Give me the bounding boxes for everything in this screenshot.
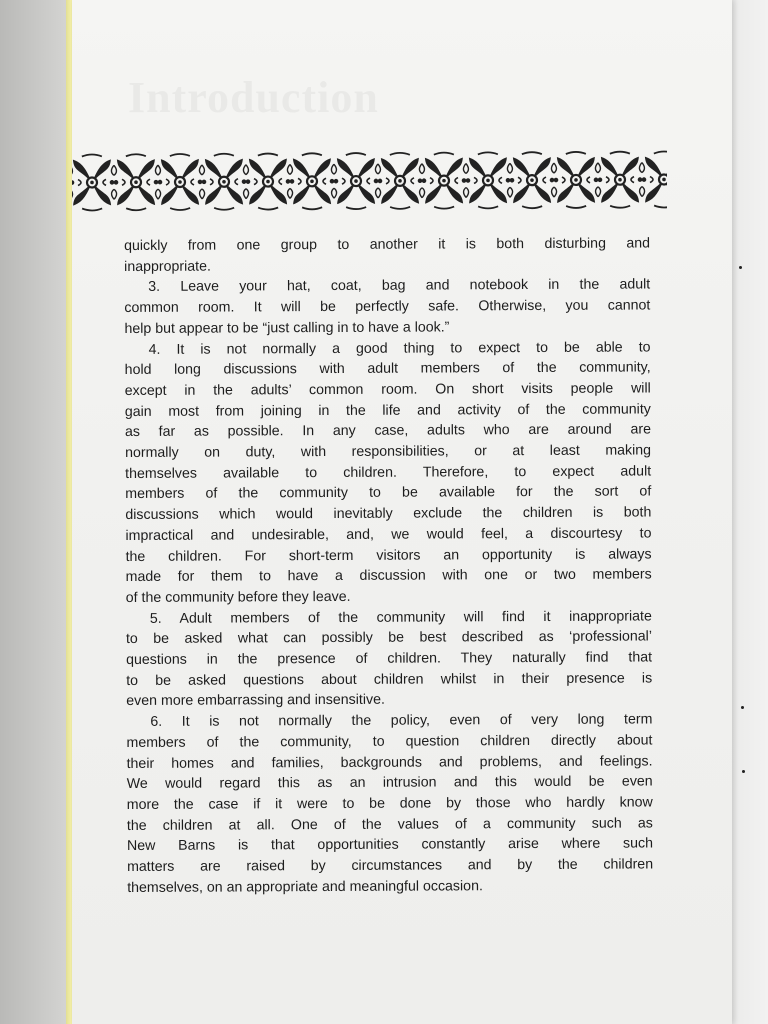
text-line: more the case if it were to be done by those who hardly know	[126, 794, 653, 813]
text-line: questions in the presence of children. They naturally find that	[126, 649, 653, 669]
text-line: 4. It is not normally a good thing to expect to be able to	[148, 338, 651, 358]
document-page	[72, 0, 732, 1024]
paragraph	[125, 337, 652, 609]
bleed-through-heading	[128, 72, 379, 123]
text-line: 3. Leave your hat, coat, bag and notebook in the adult	[148, 276, 651, 296]
text-line: the children. For short-term visitors an opportunity is always	[125, 545, 652, 565]
text-line: the children at all. One of the values of a community such as	[126, 815, 653, 834]
ornament-motif	[510, 150, 555, 211]
text-line: gain most from joining in the life and activity of the community	[124, 401, 651, 420]
text-line: themselves available to children. Therefore, to expect adult	[125, 463, 652, 482]
text-line: matters are raised by circumstances and by the children	[127, 856, 654, 876]
ornamental-border-icon	[72, 150, 667, 212]
facing-page-mark	[741, 706, 744, 709]
text-line: hold long discussions with adult members of the community,	[124, 359, 651, 379]
text-line: common room. It will be perfectly safe. Otherwise, you cannot	[124, 297, 651, 317]
paragraph	[126, 710, 653, 899]
paragraph	[124, 275, 650, 340]
text-line: to be asked what can possibly be best described as ‘professional’	[125, 628, 653, 648]
facing-page-mark	[739, 266, 742, 269]
text-line: of the community before they leave.	[125, 588, 351, 606]
ornament-motif	[466, 150, 511, 212]
ornament-motif	[422, 150, 467, 212]
text-line: as far as possible. In any case, adults who are around are	[124, 421, 651, 441]
text-line: New Barns is that opportunities constantly arise where such	[126, 835, 654, 855]
paragraph	[124, 233, 650, 277]
ornament-motif	[290, 150, 335, 212]
ornament-motif	[158, 151, 203, 212]
text-line: help but appear to be “just calling in to have a look.”	[124, 319, 450, 337]
ornament-motif	[246, 150, 291, 212]
text-line: made for them to have a discussion with one or two members	[125, 566, 652, 586]
text-line: 6. It is not normally the policy, even of very long term	[150, 711, 653, 731]
text-line: inappropriate.	[124, 258, 211, 275]
text-line: their homes and families, backgrounds and problems, and feelings.	[126, 753, 653, 772]
text-line: quickly from one group to another it is both disturbing and	[124, 235, 651, 254]
text-line: themselves, on an appropriate and meaningful occasion.	[127, 878, 483, 896]
ornament-motif	[114, 151, 159, 212]
ornament-motif	[378, 150, 423, 212]
text-line: members of the community, to question children directly about	[126, 732, 653, 751]
text-line: even more embarrassing and insensitive.	[126, 692, 385, 710]
text-line: impractical and undesirable, and, we would feel, a discourtesy to	[125, 525, 652, 544]
paragraph	[126, 606, 652, 712]
text-line: normally on duty, with responsibilities, or at least making	[125, 442, 652, 462]
ornament-motif	[334, 150, 379, 212]
ornament-motif	[202, 151, 247, 212]
ornament-motif	[72, 151, 114, 212]
ornament-motif	[642, 150, 667, 211]
text-line: 5. Adult members of the community will find it inappropriate	[149, 608, 652, 627]
text-line: discussions which would inevitably exclude the children is both	[125, 504, 652, 524]
text-line: We would regard this as an intrusion and this would be even	[126, 773, 653, 793]
body-text	[124, 233, 653, 898]
facing-page-mark	[742, 770, 745, 773]
ornament-motif	[554, 150, 599, 211]
text-line: members of the community to be available for the sort of	[125, 483, 652, 503]
text-line: except in the adults’ common room. On short visits people will	[124, 380, 651, 399]
ornament-motif	[598, 150, 643, 211]
text-line: to be asked questions about children whilst in their presence is	[126, 670, 653, 689]
